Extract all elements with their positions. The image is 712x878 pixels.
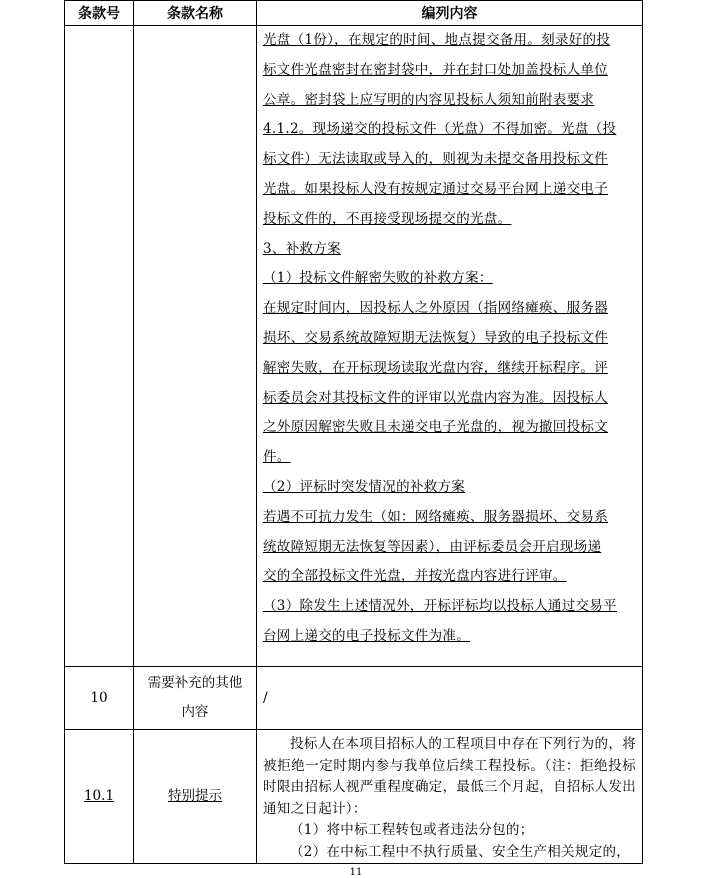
content-line: 光盘（1份），在规定的时间、地点提交备用。刻录好的投 [263,32,611,48]
content-line: 交的全部投标文件光盘，并按光盘内容进行评审。 [263,568,567,585]
content-line: （3）除发生上述情况外，开标评标均以投标人通过交易平 [263,598,617,615]
table-row [65,667,643,730]
clause-name-line: 内容 [181,704,209,720]
page-number: 11 [349,867,363,878]
content-line: 台网上递交的电子投标文件为准。 [263,627,470,644]
clause-name-cell [134,667,257,730]
content-line: 标委员会对其投标文件的评审以光盘内容为准。因投标人 [263,389,608,406]
notice-list-item: （1）将中标工程转包或者违法分包的； [290,822,534,838]
clause-content-cell [257,730,643,864]
table-row [65,730,643,864]
section-heading: 3、补救方案 [263,240,341,257]
content-line: 若遇不可抗力发生（如：网络瘫痪、服务器损坏、交易系 [263,508,608,525]
notice-list-item: （2）在中标工程中不执行质量、安全生产相关规定的， [290,843,631,860]
clause-number: 10.1 [83,788,115,804]
header-clause-number: 条款号 [65,1,134,26]
content-line: 件。 [263,449,291,466]
clause-name-cell [134,730,257,864]
content-line: 公章。密封袋上应写明的内容见投标人须知前附表要求 [263,91,595,108]
header-clause-name: 条款名称 [134,1,257,26]
content-line: 4.1.2。现场递交的投标文件（光盘）不得加密。光盘（投 [263,121,617,138]
clause-content-cell [257,26,643,667]
content-line: 在规定时间内，因投标人之外原因（指网络瘫痪、服务器 [263,300,608,317]
notice-paragraph: 投标人在本项目招标人的工程项目中存在下列行为的，将被拒绝一定时期内参与我单位后续工程投标。（注：拒绝投标时限由招标人视严重程度确定，最低三个月起，自招标人发出通知之日起计）： [263,736,636,817]
table-header-row [65,1,643,26]
clause-name-line: 需要补充的其他 [147,675,243,691]
clause-number-cell [65,26,134,667]
subsection-heading: （1）投标文件解密失败的补救方案： [263,270,493,287]
content-line: 之外原因解密失败且未递交电子光盘的，视为撤回投标文 [263,419,608,436]
clause-name-cell [134,26,257,667]
content-line: 解密失败，在开标现场读取光盘内容，继续开标程序。评 [263,359,608,376]
clause-number-cell: 10 [65,667,134,730]
clause-number-cell [65,730,134,864]
special-notice-content [257,730,642,863]
continued-content [257,26,642,652]
clause-name: 特别提示 [168,788,222,804]
clause-content-cell: / [257,667,643,730]
content-line: 统故障短期无法恢复等因素），由评标委员会开启现场递 [263,538,602,555]
content-line: 光盘。如果投标人没有按规定通过交易平台网上递交电子 [263,180,608,197]
subsection-heading: （2）评标时突发情况的补救方案 [263,478,466,495]
content-line: 标文件光盘密封在密封袋中，并在封口处加盖投标人单位 [263,61,608,78]
clause-table [64,0,643,864]
header-content: 编列内容 [257,1,643,26]
content-line: 投标文件的，不再接受现场提交的光盘。 [263,210,512,227]
content-line: 损坏、交易系统故障短期无法恢复）导致的电子投标文件 [263,329,608,346]
content-line: 标文件）无法读取或导入的，则视为未提交备用投标文件 [263,151,608,168]
table-row [65,26,643,667]
